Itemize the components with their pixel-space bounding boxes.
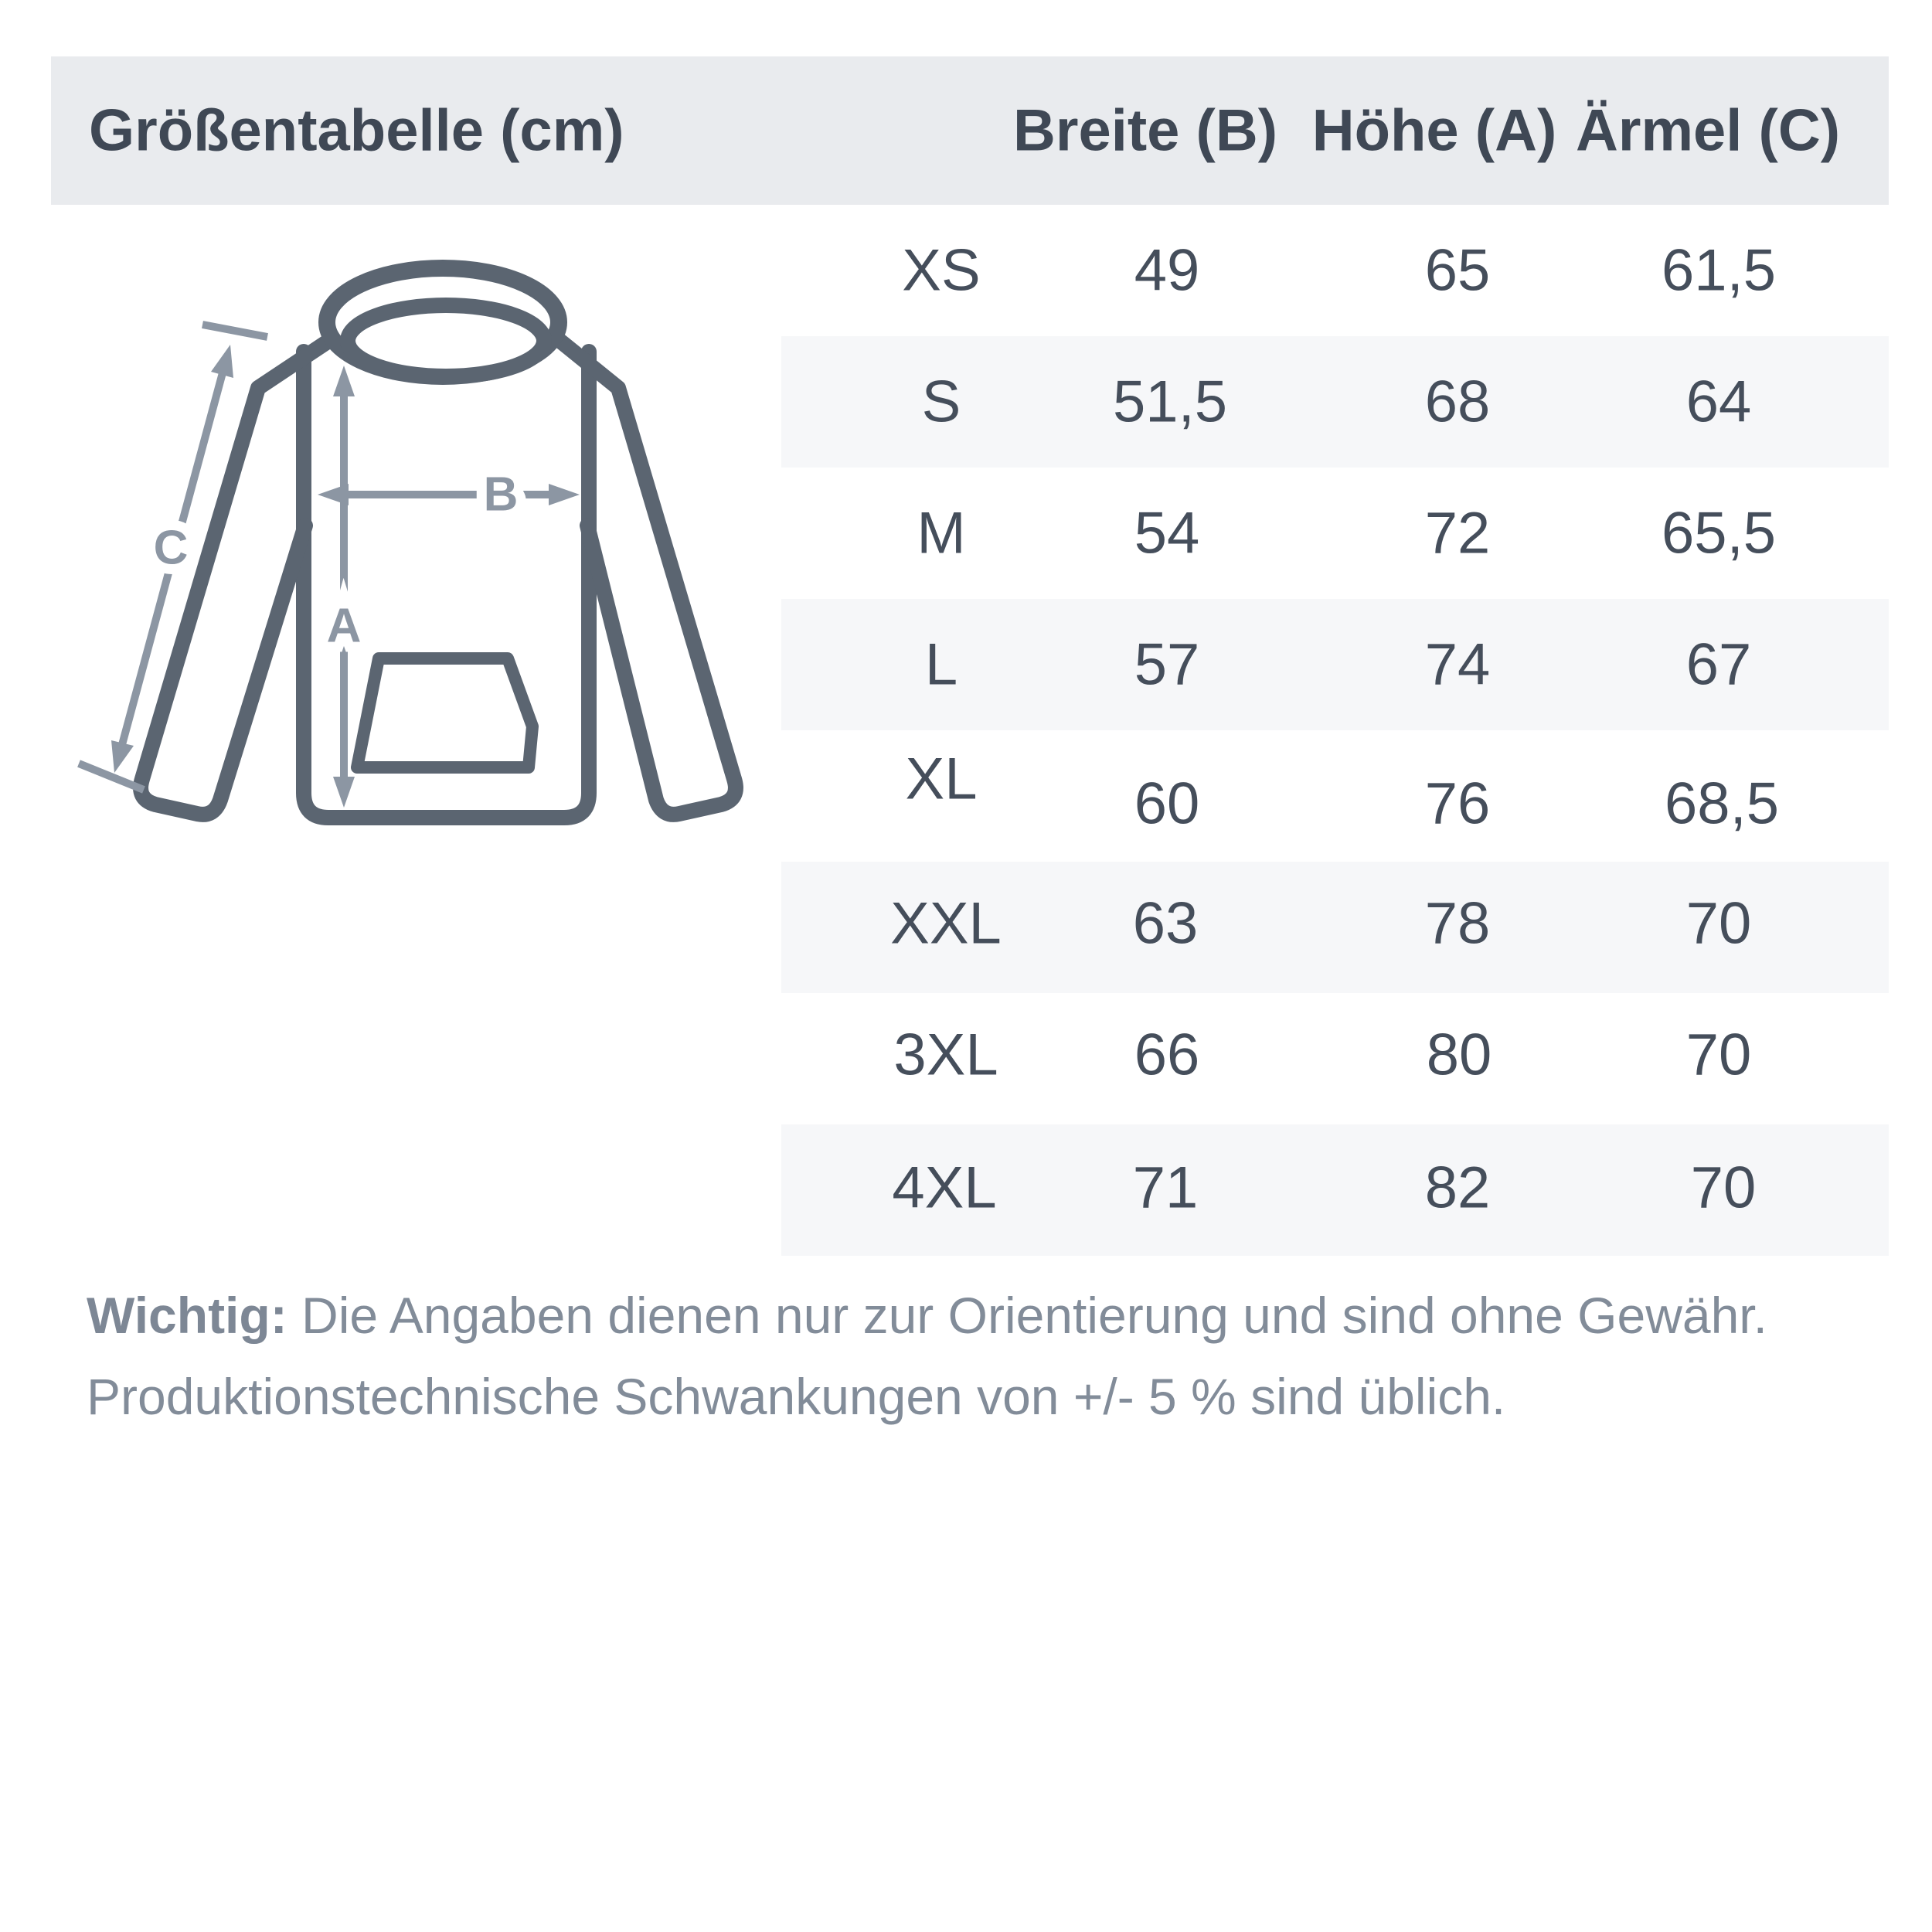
breite-value: 54 — [1134, 500, 1200, 566]
note-label: Wichtig: — [87, 1287, 287, 1344]
hoehe-value: 78 — [1424, 890, 1491, 957]
breite-value: 63 — [1132, 890, 1199, 957]
aermel-value: 68,5 — [1665, 770, 1779, 837]
size-label: M — [917, 500, 966, 566]
breite-value: 57 — [1134, 631, 1200, 698]
aermel-value: 70 — [1685, 1022, 1752, 1088]
label-c: C — [153, 521, 189, 575]
note-line-2: Produktionstechnische Schwankungen von +/- 5 % sind üblich. — [87, 1368, 1506, 1425]
size-label: 4XL — [892, 1155, 997, 1221]
hoehe-value: 65 — [1424, 237, 1491, 304]
aermel-value: 70 — [1685, 890, 1752, 957]
aermel-value: 65,5 — [1662, 500, 1776, 566]
column-header-aermel: Ärmel (C) — [1575, 97, 1841, 164]
pocket-outline — [357, 658, 532, 767]
aermel-value: 67 — [1685, 631, 1752, 698]
aermel-value: 61,5 — [1662, 237, 1776, 304]
hoehe-value: 72 — [1424, 500, 1491, 566]
size-label: S — [921, 369, 961, 435]
size-label: XL — [905, 746, 978, 812]
hoehe-value: 76 — [1424, 770, 1491, 837]
tick-top — [202, 325, 267, 337]
breite-value: 60 — [1134, 770, 1200, 837]
label-a: A — [326, 599, 362, 653]
hoehe-value: 80 — [1426, 1022, 1492, 1088]
hoehe-value: 68 — [1424, 369, 1491, 435]
size-label: L — [924, 631, 958, 698]
breite-value: 66 — [1134, 1022, 1200, 1088]
header-band — [51, 56, 1889, 205]
hood-inner-ring — [348, 305, 544, 376]
size-label: XXL — [890, 890, 1002, 957]
hoehe-value: 74 — [1424, 631, 1491, 698]
column-header-hoehe: Höhe (A) — [1311, 97, 1557, 164]
note-text — [87, 1275, 1879, 1437]
chart-title: Größentabelle (cm) — [89, 97, 624, 164]
height-arrow-a — [333, 366, 355, 808]
hoehe-value: 82 — [1424, 1155, 1491, 1221]
tick-bottom — [79, 764, 144, 790]
aermel-value: 64 — [1685, 369, 1752, 435]
width-arrow-b — [318, 484, 580, 505]
breite-value: 51,5 — [1113, 369, 1227, 435]
size-label: 3XL — [893, 1022, 998, 1088]
right-sleeve-outline — [553, 335, 736, 815]
breite-value: 71 — [1132, 1155, 1199, 1221]
note-line-1: Wichtig: Die Angaben dienen nur zur Orientierung und sind ohne Gewähr. — [87, 1287, 1767, 1344]
label-b: B — [483, 468, 519, 522]
aermel-value: 70 — [1690, 1155, 1757, 1221]
column-header-breite: Breite (B) — [1012, 97, 1278, 164]
size-label: XS — [902, 237, 981, 304]
breite-value: 49 — [1134, 237, 1200, 304]
hoodie-diagram — [54, 232, 788, 850]
